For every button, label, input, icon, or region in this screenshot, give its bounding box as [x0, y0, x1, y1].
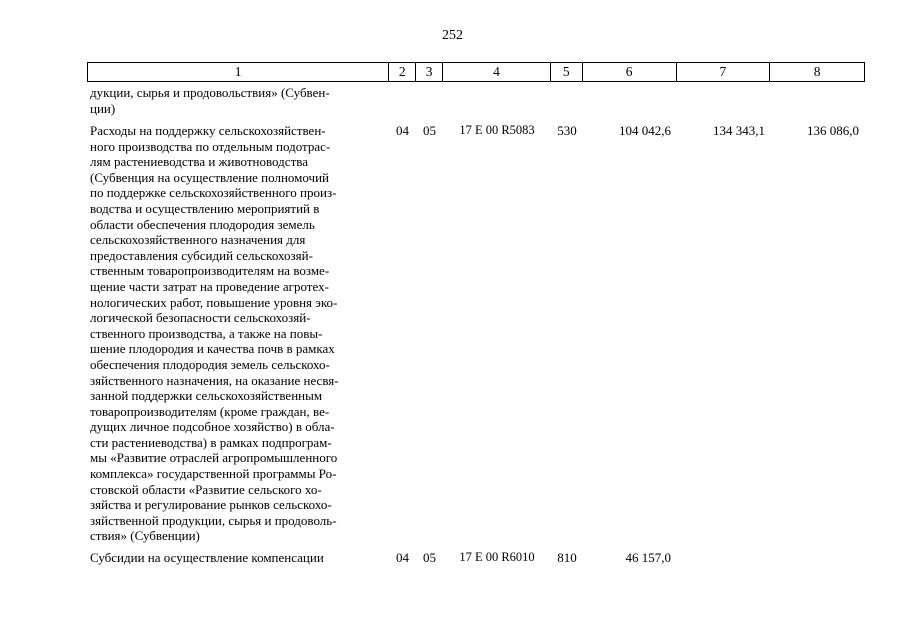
row-col-4: 17 Е 00 R5083 [459, 123, 535, 137]
header-col-7: 7 [677, 63, 771, 81]
header-col-1: 1 [88, 63, 389, 81]
row-col-5: 530 [557, 123, 577, 138]
row-description: дукции, сырья и продовольствия» (Субвен- ции) [90, 85, 330, 116]
header-col-4: 4 [443, 63, 551, 81]
row-col-2 [389, 85, 416, 116]
row-col-7: 134 343,1 [713, 123, 765, 138]
row-col-8 [771, 550, 865, 566]
row-col-3: 05 [423, 123, 436, 138]
header-col-2: 2 [389, 63, 416, 81]
header-col-6: 6 [583, 63, 677, 81]
row-col-5 [551, 85, 583, 116]
row-description: Расходы на поддержку сельскохозяйствен- ного производства по отдельным подотрас- лям растениеводства и животноводства (Субвенция на осуществление полномочий по поддержке сельскохозяйственного произ- водства и осуществлению мероприятий в области обеспечения плодородия земель сельскохозяйственного назначения для предоставления субсидий сельскохозяй- ственным товаропроизводителям на возме- щение части затрат на проведение агротех- нологических работ, повышение уровня эко- логической безопасности сельскохозяй- ственного производства, а также на повы- шение плодородия и качества почв в рамках обеспечения плодородия земель сельскохо- зяйственного назначения, на оказание несвя- занной поддержки сельскохозяйственным товаропроизводителям (кроме граждан, ве- дущих личное подсобное хозяйство) в обла- сти растениеводства) в рамках подпрограм- мы «Развитие отраслей агропромышленного комплекса» государственной программы Ро- стовской области «Развитие сельского хо- зяйства и регулирование рынков сельскохо- зяйственной продукции, сырья и продоволь- ствия» (Субвенции) [90, 123, 339, 544]
header-col-5: 5 [551, 63, 583, 81]
row-col-6 [583, 85, 677, 116]
row-description: Субсидии на осуществление компенсации [90, 550, 324, 565]
row-col-6: 46 157,0 [625, 550, 671, 565]
row-col-8: 136 086,0 [807, 123, 859, 138]
header-col-3: 3 [416, 63, 443, 81]
row-col-6: 104 042,6 [619, 123, 671, 138]
row-col-3: 05 [423, 550, 436, 565]
table-header-row [87, 62, 865, 82]
row-col-2: 04 [396, 123, 409, 138]
row-col-4 [443, 85, 551, 116]
table-row [87, 85, 865, 116]
row-col-8 [771, 85, 865, 116]
page-number: 252 [442, 28, 463, 43]
table-row [87, 123, 865, 544]
table-row [87, 550, 865, 566]
row-col-4: 17 Е 00 R6010 [459, 550, 535, 564]
row-col-7 [677, 550, 771, 566]
row-col-5: 810 [557, 550, 577, 565]
row-col-7 [677, 85, 771, 116]
header-col-8: 8 [813, 64, 821, 79]
row-col-2: 04 [396, 550, 409, 565]
row-col-3 [416, 85, 443, 116]
